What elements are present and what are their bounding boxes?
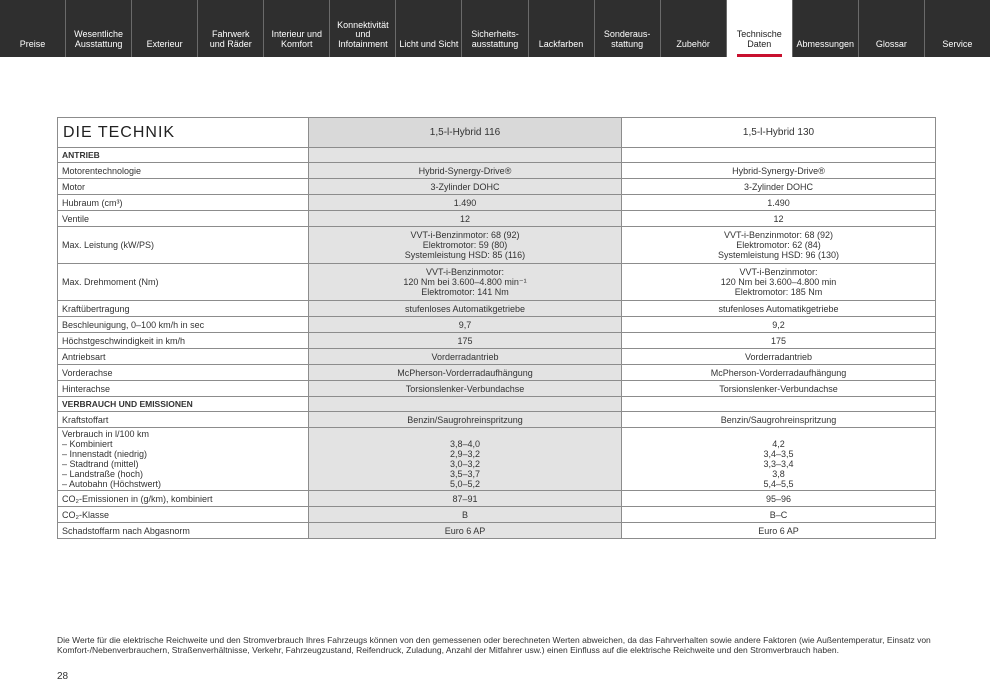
row-label: Schadstoffarm nach Abgasnorm [58, 523, 309, 539]
table-row [58, 381, 936, 397]
nav-label: Sicherheits- ausstattung [471, 29, 519, 49]
value-hybrid-116: 9,7 [309, 317, 622, 333]
section-cell-a [309, 148, 622, 163]
nav-konnektivitaet[interactable] [330, 0, 396, 57]
value-hybrid-116: VVT-i-Benzinmotor: 120 Nm bei 3.600–4.800 min⁻¹ Elektromotor: 141 Nm [309, 264, 622, 301]
technical-data-table [57, 117, 935, 539]
nav-label: Exterieur [146, 38, 183, 49]
value-hybrid-116: Euro 6 AP [309, 523, 622, 539]
nav-label: Fahrwerk und Räder [209, 29, 252, 49]
nav-label: Konnektivität und Infotainment [337, 19, 389, 49]
table-row [58, 491, 936, 507]
value-hybrid-116: 12 [309, 211, 622, 227]
nav-label: Technische Daten [736, 29, 782, 49]
table-row [58, 163, 936, 179]
section-row-antrieb [58, 148, 936, 163]
nav-label: Wesentliche Ausstattung [74, 29, 124, 49]
section-title: VERBRAUCH UND EMISSIONEN [58, 397, 309, 412]
value-hybrid-130: Vorderradantrieb [622, 349, 936, 365]
spec-table [57, 117, 936, 539]
nav-label: Licht und Sicht [399, 38, 459, 49]
value-hybrid-116: Benzin/Saugrohreinspritzung [309, 412, 622, 428]
nav-label: Interieur und Komfort [271, 29, 323, 49]
value-hybrid-130: 3-Zylinder DOHC [622, 179, 936, 195]
table-row [58, 365, 936, 381]
value-hybrid-116: B [309, 507, 622, 523]
nav-sonderausstattung[interactable] [595, 0, 661, 57]
value-hybrid-116: Torsionslenker-Verbundachse [309, 381, 622, 397]
table-row [58, 195, 936, 211]
footnote: Die Werte für die elektrische Reichweite und den Stromverbrauch Ihres Fahrzeugs können von den gemessenen oder berechneten Werten abweichen, da das Fahrverhalten sowie andere Faktoren (wie Außentemperatur, Einsatz von Komfort-/Nebenverbrauchern, Straßenverhältnisse, Verkehr, Fahrzeugzustand, Reifendruck, Zuladung, Anzahl der Mitfahrer usw.) einen Einfluss auf die elektrische Reichweite und den Stromverbrauch haben. [57, 634, 931, 655]
value-hybrid-116: VVT-i-Benzinmotor: 68 (92) Elektromotor: 59 (80) Systemleistung HSD: 85 (116) [309, 227, 622, 264]
table-row [58, 412, 936, 428]
nav-lackfarben[interactable] [529, 0, 595, 57]
row-label: Kraftübertragung [58, 301, 309, 317]
nav-interieur-und-komfort[interactable] [264, 0, 330, 57]
value-hybrid-116: 87–91 [309, 491, 622, 507]
value-hybrid-116: McPherson-Vorderradaufhängung [309, 365, 622, 381]
table-row [58, 264, 936, 301]
table-row [58, 179, 936, 195]
row-label: Verbrauch in l/100 km – Kombiniert – Innenstadt (niedrig) – Stadtrand (mittel) – Landstraße (hoch) – Autobahn (Höchstwert) [58, 428, 309, 491]
value-hybrid-130: 4,2 3,4–3,5 3,3–3,4 3,8 5,4–5,5 [622, 428, 936, 491]
active-tab-indicator [737, 54, 782, 57]
row-label: CO₂-Emissionen in (g/km), kombiniert [58, 491, 309, 507]
value-hybrid-130: VVT-i-Benzinmotor: 120 Nm bei 3.600–4.800 min Elektromotor: 185 Nm [622, 264, 936, 301]
table-row [58, 428, 936, 491]
value-hybrid-116: 175 [309, 333, 622, 349]
nav-label: Lackfarben [538, 38, 584, 49]
value-hybrid-130: 12 [622, 211, 936, 227]
value-hybrid-130: B–C [622, 507, 936, 523]
column-header-hybrid-116: 1,5-l-Hybrid 116 [309, 118, 622, 148]
value-hybrid-130: 9,2 [622, 317, 936, 333]
nav-zubehoer[interactable] [661, 0, 727, 57]
table-row [58, 349, 936, 365]
value-hybrid-116: 1.490 [309, 195, 622, 211]
section-row-verbrauch [58, 397, 936, 412]
section-cell-b [622, 397, 936, 412]
nav-label: Preise [19, 38, 46, 49]
section-cell-b [622, 148, 936, 163]
value-hybrid-116: Vorderradantrieb [309, 349, 622, 365]
table-row [58, 507, 936, 523]
row-label: Max. Drehmoment (Nm) [58, 264, 309, 301]
nav-label: Glossar [875, 38, 907, 49]
nav-label: Abmessungen [796, 38, 855, 49]
table-row [58, 333, 936, 349]
table-title: DIE TECHNIK [58, 118, 309, 148]
value-hybrid-130: stufenloses Automatikgetriebe [622, 301, 936, 317]
value-hybrid-130: Torsionslenker-Verbundachse [622, 381, 936, 397]
nav-abmessungen[interactable] [793, 0, 859, 57]
nav-exterieur[interactable] [132, 0, 198, 57]
value-hybrid-116: 3,8–4,0 2,9–3,2 3,0–3,2 3,5–3,7 5,0–5,2 [309, 428, 622, 491]
section-title: ANTRIEB [58, 148, 309, 163]
row-label: Vorderachse [58, 365, 309, 381]
table-row [58, 317, 936, 333]
nav-service[interactable] [925, 0, 990, 57]
value-hybrid-130: 1.490 [622, 195, 936, 211]
top-navigation [0, 0, 990, 57]
row-label: CO₂-Klasse [58, 507, 309, 523]
table-header-row [58, 118, 936, 148]
nav-sicherheitsausstattung[interactable] [462, 0, 528, 57]
table-row [58, 227, 936, 264]
nav-wesentliche-ausstattung[interactable] [66, 0, 132, 57]
value-hybrid-116: stufenloses Automatikgetriebe [309, 301, 622, 317]
row-label: Motor [58, 179, 309, 195]
nav-glossar[interactable] [859, 0, 925, 57]
page-number: 28 [57, 671, 69, 682]
nav-technische-daten[interactable] [727, 0, 793, 57]
row-label: Antriebsart [58, 349, 309, 365]
column-header-hybrid-130: 1,5-l-Hybrid 130 [622, 118, 936, 148]
row-label: Max. Leistung (kW/PS) [58, 227, 309, 264]
row-label: Höchstgeschwindigkeit in km/h [58, 333, 309, 349]
value-hybrid-130: McPherson-Vorderradaufhängung [622, 365, 936, 381]
section-cell-a [309, 397, 622, 412]
nav-label: Service [942, 38, 973, 49]
value-hybrid-130: 175 [622, 333, 936, 349]
row-label: Hubraum (cm³) [58, 195, 309, 211]
nav-preise[interactable] [0, 0, 66, 57]
value-hybrid-116: 3-Zylinder DOHC [309, 179, 622, 195]
nav-fahrwerk-und-raeder[interactable] [198, 0, 264, 57]
value-hybrid-130: Benzin/Saugrohreinspritzung [622, 412, 936, 428]
table-row [58, 211, 936, 227]
nav-licht-und-sicht[interactable] [396, 0, 462, 57]
value-hybrid-116: Hybrid-Synergy-Drive® [309, 163, 622, 179]
row-label: Beschleunigung, 0–100 km/h in sec [58, 317, 309, 333]
value-hybrid-130: VVT-i-Benzinmotor: 68 (92) Elektromotor: 62 (84) Systemleistung HSD: 96 (130) [622, 227, 936, 264]
table-row [58, 301, 936, 317]
value-hybrid-130: Euro 6 AP [622, 523, 936, 539]
row-label: Hinterachse [58, 381, 309, 397]
row-label: Ventile [58, 211, 309, 227]
nav-label: Sonderaus- stattung [603, 29, 651, 49]
value-hybrid-130: Hybrid-Synergy-Drive® [622, 163, 936, 179]
row-label: Kraftstoffart [58, 412, 309, 428]
table-row [58, 523, 936, 539]
value-hybrid-130: 95–96 [622, 491, 936, 507]
nav-label: Zubehör [676, 38, 710, 49]
row-label: Motorentechnologie [58, 163, 309, 179]
